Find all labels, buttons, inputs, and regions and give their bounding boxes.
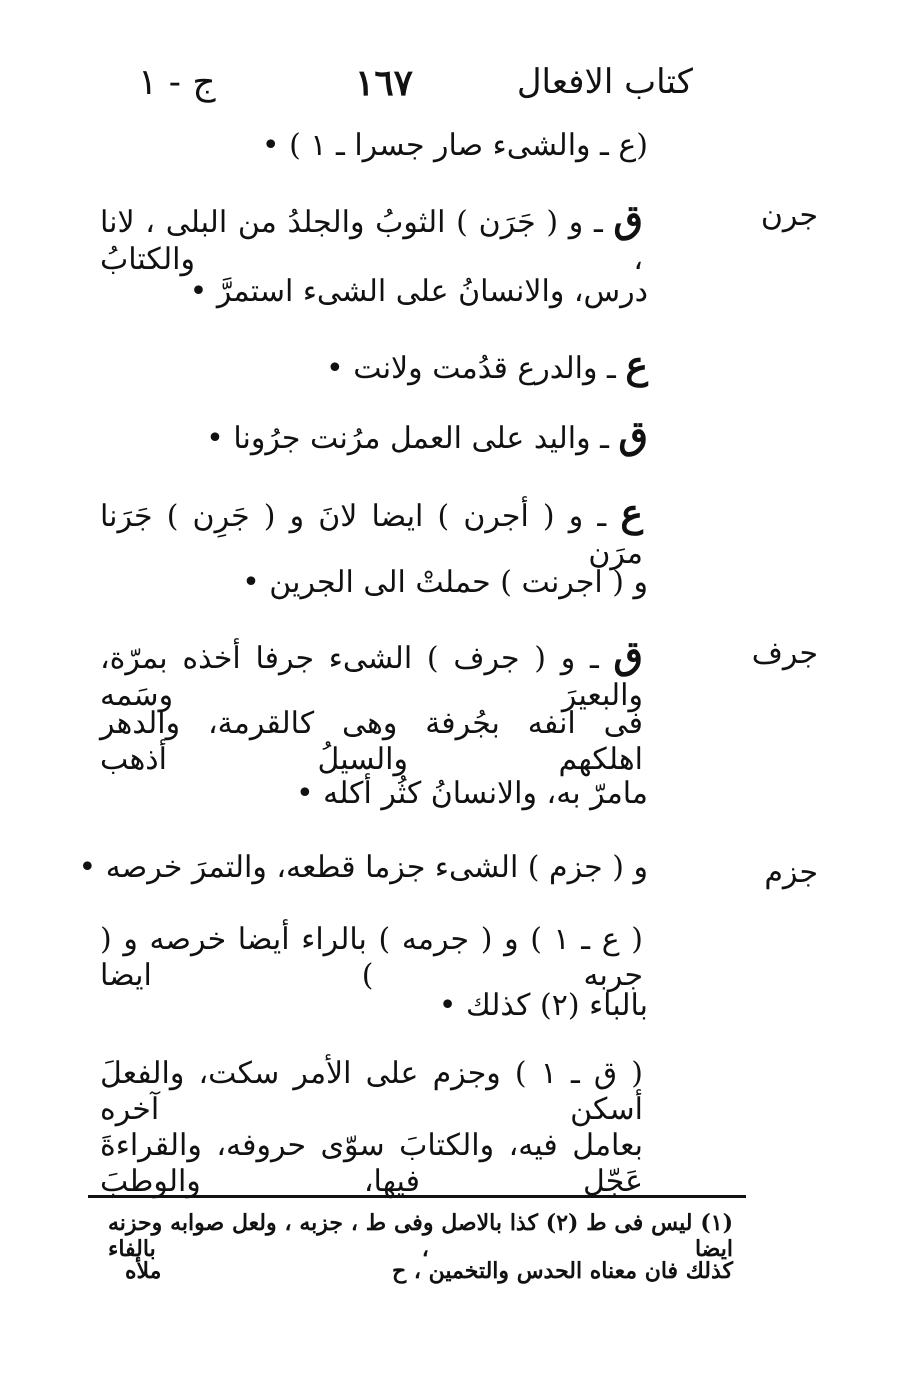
headword: جرف bbox=[751, 636, 818, 671]
text-line: و ( اجرنت ) حملتْ الى الجرين • bbox=[242, 565, 648, 600]
text-line: (ع ـ والشىء صار جسرا ـ ١ ) • bbox=[261, 128, 648, 163]
text-line: ق ـ واليد على العمل مرُنت جرُونا • bbox=[206, 412, 648, 457]
text-line: فى انفه بجُرفة وهى كالقرمة، والدهر اهلكهم والسيلُ أذهب bbox=[100, 706, 643, 777]
source-marker: ع bbox=[625, 342, 648, 387]
text-line: بعامل فيه، والكتابَ سوّى حروفه، والقراءةَ عَجّل فيها، والوطبَ bbox=[100, 1128, 643, 1199]
text-line: ( ق ـ ١ ) وجزم على الأمر سكت، والفعلَ أسكن آخره bbox=[100, 1056, 643, 1127]
source-marker: ق bbox=[613, 196, 643, 241]
headword: جرن bbox=[760, 198, 818, 233]
text-line: مامرّ به، والانسانُ كثُر أكله • bbox=[295, 776, 648, 811]
text-line: ق ـ و ( جرف ) الشىء جرفا أخذه بمرّة، والبعيرَ وسَمه bbox=[100, 632, 643, 713]
book-title: كتاب الافعال bbox=[516, 62, 693, 102]
text-line: و ( جزم ) الشىء جزما قطعه، والتمرَ خرصه • bbox=[78, 850, 648, 885]
text-line: ع ـ و ( أجرن ) ايضا لانَ و ( جَرِن ) جَرَنا مرَن bbox=[100, 490, 643, 571]
page-number: ١٦٧ bbox=[355, 62, 414, 104]
footnote-line: ملأه bbox=[125, 1258, 162, 1284]
headword: جزم bbox=[764, 855, 818, 890]
footnote-line: (١) ليس فى ط (٢) كذا بالاصل وفى ط ، جزبه ، ولعل صوابه وحزنه ايضا ، بالفاء bbox=[108, 1210, 733, 1262]
text-line: ق ـ و ( جَرَن ) الثوبُ والجلدُ من البلى ، لانا ، والكتابُ bbox=[100, 196, 643, 277]
volume-label: ج - ١ bbox=[138, 62, 216, 103]
text-line: بالباء (٢) كذلك • bbox=[438, 988, 648, 1023]
source-marker: ق bbox=[618, 412, 648, 457]
text-line: درس، والانسانُ على الشىء استمرَّ • bbox=[189, 274, 648, 309]
footnote-line: كذلك فان معناه الحدس والتخمين ، ح bbox=[392, 1258, 733, 1284]
footnote-divider bbox=[88, 1195, 746, 1198]
source-marker: ق bbox=[613, 632, 643, 677]
text-line: ع ـ والدرع قدُمت ولانت • bbox=[326, 342, 648, 387]
text-line: ( ع ـ ١ ) و ( جرمه ) بالراء أيضا خرصه و ( جربه ) ايضا bbox=[100, 922, 643, 993]
source-marker: ع bbox=[620, 490, 643, 535]
